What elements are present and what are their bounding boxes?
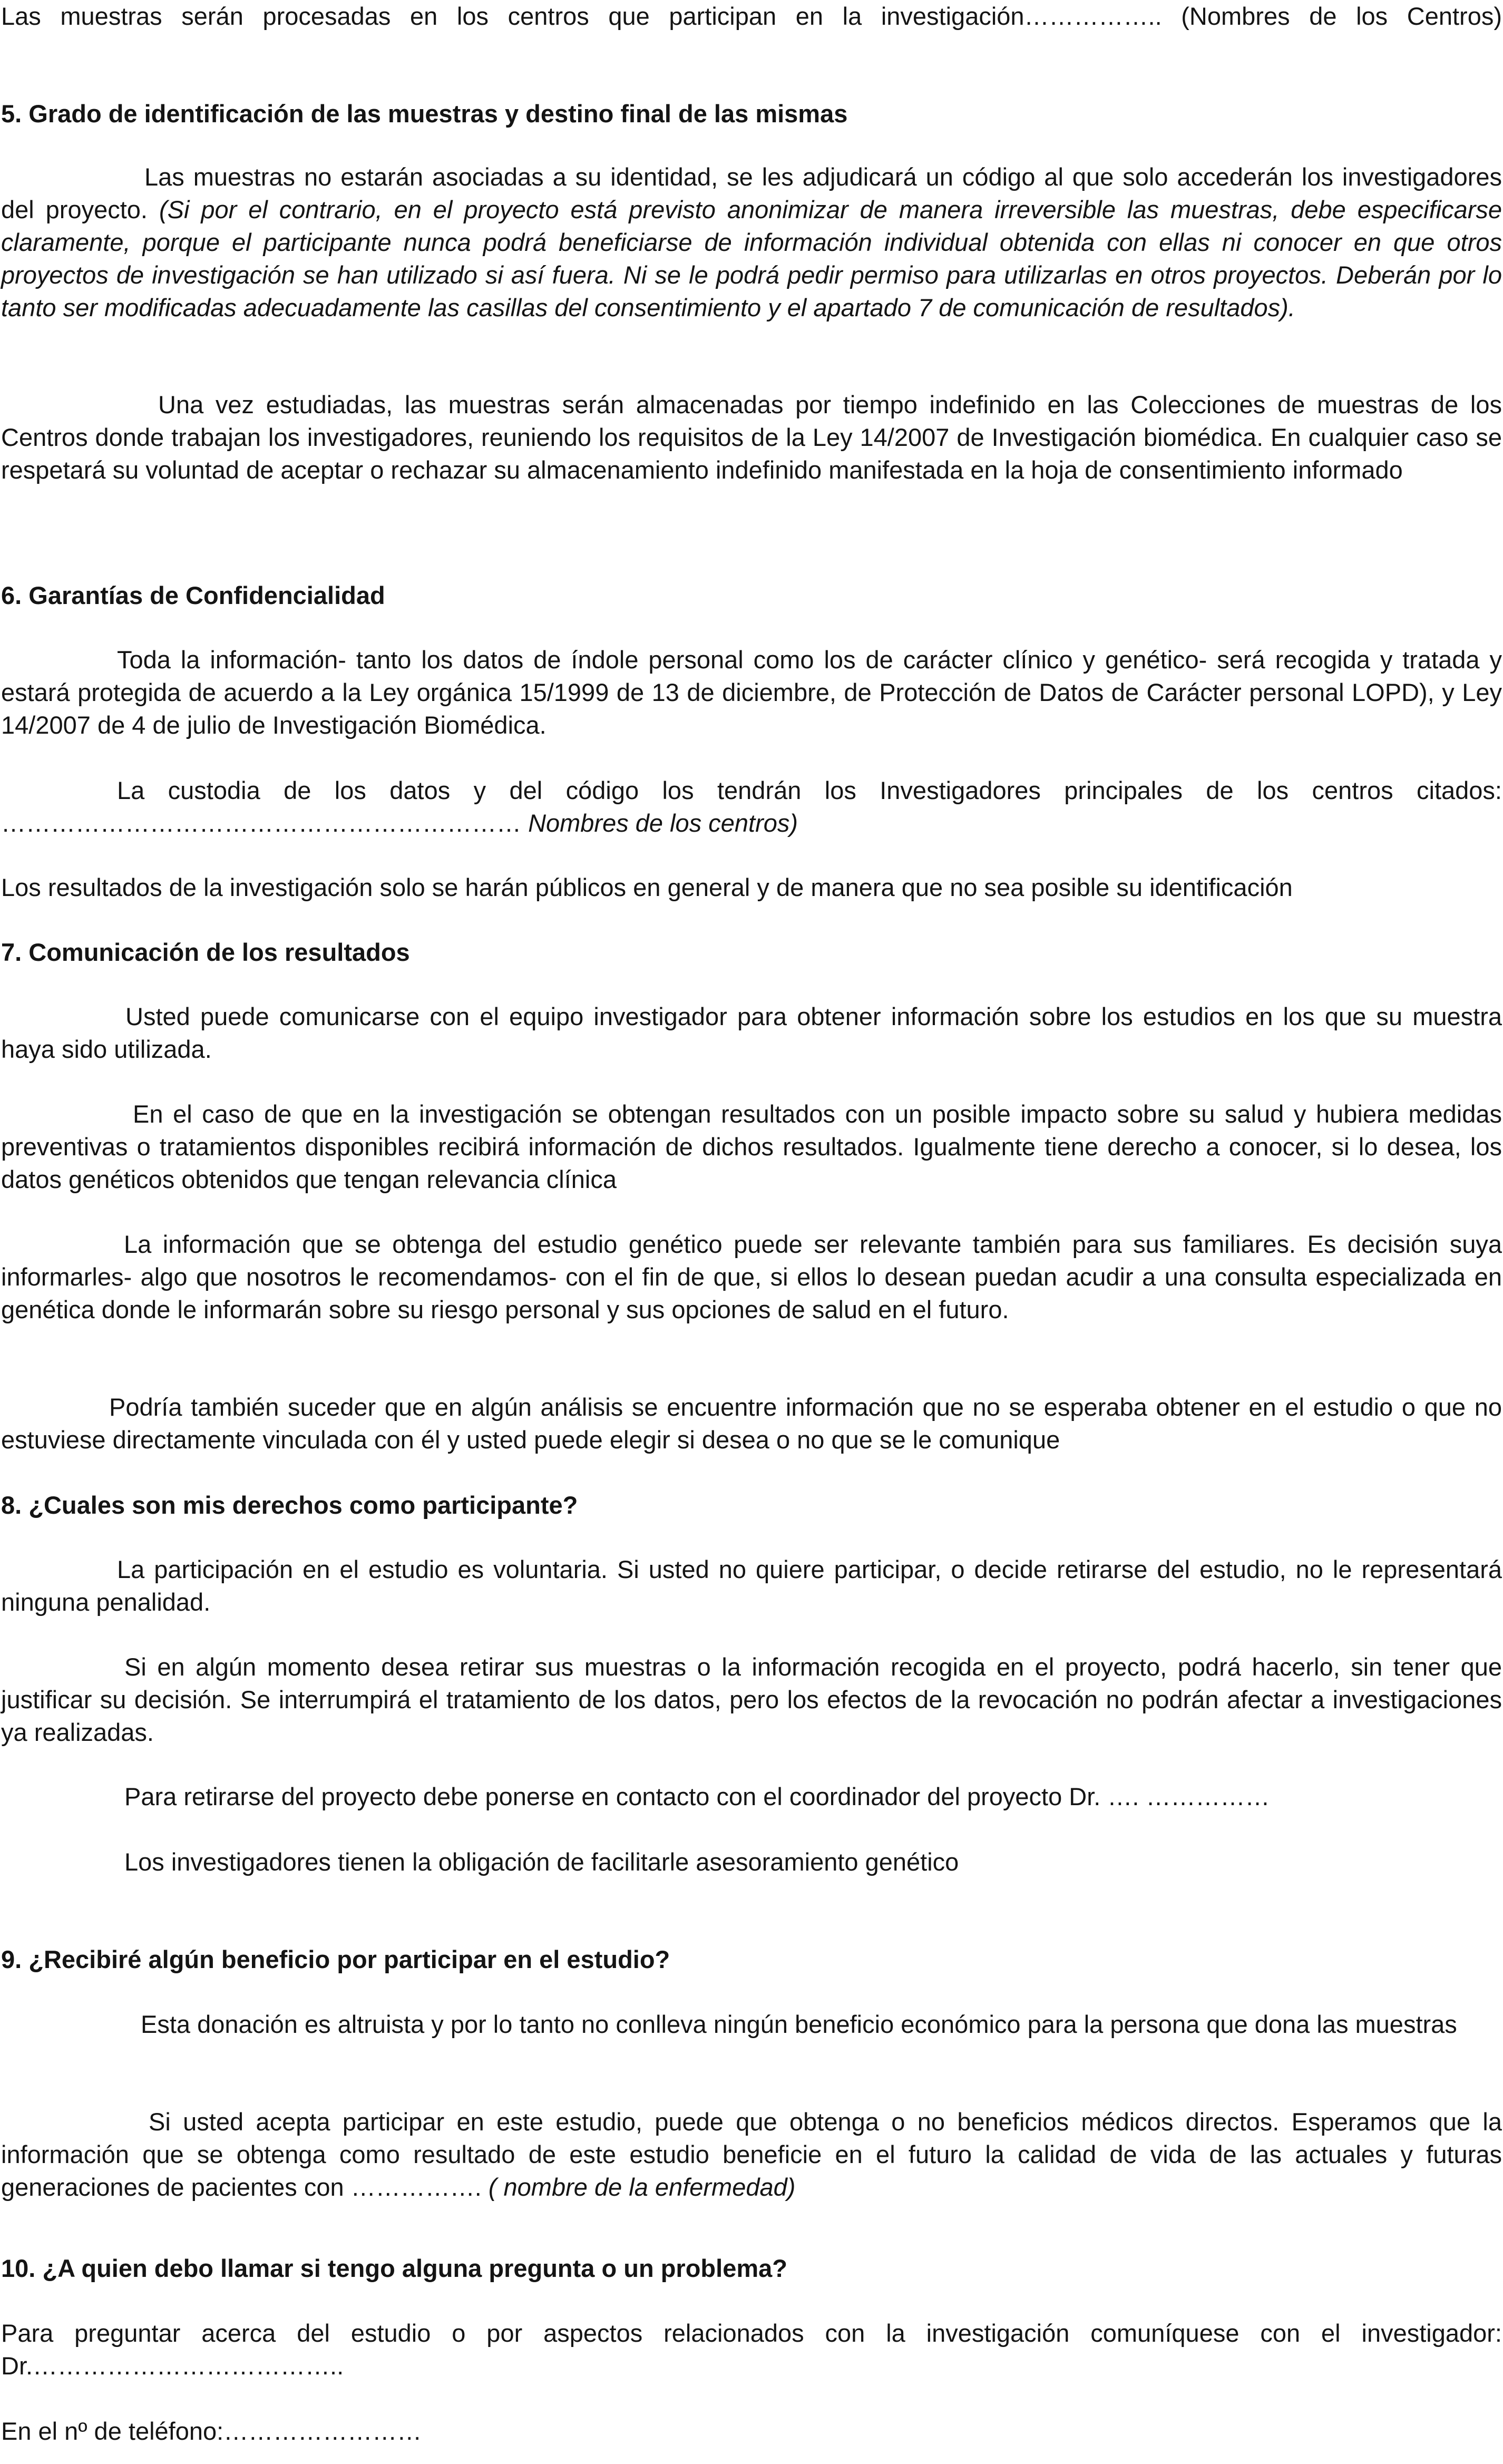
section-10-heading: 10. ¿A quien debo llamar si tengo alguna pregunta o un problema? — [1, 2254, 787, 2282]
section-9-paragraph-1: Esta donación es altruista y por lo tanto no conlleva ningún beneficio económico para la persona que dona las muestras — [141, 2010, 1457, 2038]
section-9-heading: 9. ¿Recibiré algún beneficio por participar en el estudio? — [1, 1945, 670, 1973]
section-8-heading: 8. ¿Cuales son mis derechos como participante? — [1, 1491, 578, 1519]
intro-text: Las muestras serán procesadas en los centros que participan en la investigación…………….. — [1, 2, 1162, 30]
section-10-phone-line: En el nº de teléfono:…………………… — [1, 2417, 422, 2445]
section-5-paragraph-1-text: Las muestras no estarán asociadas a su identidad, se les adjudicará un código al que solo accederán los investigadores del proyecto. — [1, 163, 1502, 223]
section-8-paragraph-4: Los investigadores tienen la obligación de facilitarle asesoramiento genético — [124, 1848, 959, 1876]
intro-line — [1, 0, 1502, 33]
section-7-heading: 7. Comunicación de los resultados — [1, 938, 410, 966]
section-6-centres-dots: ……………………………………………………… — [1, 809, 521, 837]
section-9-paragraph-2 — [1, 2106, 1502, 2204]
section-6-paragraph-2-line-1: La custodia de los datos y del código los tendrán los Investigadores principales de los centros citados: — [117, 776, 1502, 804]
section-7-paragraph-4: Podría también suceder que en algún análisis se encuentre información que no se esperaba obtener en el estudio o que no estuviese directamente vinculada con él y usted puede elegir si desea o no que se le comunique — [1, 1393, 1502, 1454]
section-5-paragraph-1-note: (Si por el contrario, en el proyecto está previsto anonimizar de manera irreversible las muestras, debe especificarse claramente, porque el participante nunca podrá beneficiarse de información individual obtenida con ellas ni conocer en que otros proyectos de investigación se han utilizado si así fuera. Ni se le podrá pedir permiso para utilizarlas en otros proyectos. Deberán por lo tanto ser modificadas adecuadamente las casillas del consentimiento y el apartado 7 de comunicación de resultados). — [1, 196, 1502, 322]
section-8-paragraph-1: La participación en el estudio es voluntaria. Si usted no quiere participar, o decide retirarse del estudio, no le representará ninguna penalidad. — [1, 1555, 1502, 1616]
section-6-paragraph-2-line-2 — [1, 807, 1502, 840]
section-8-paragraph-3: Para retirarse del proyecto debe ponerse en contacto con el coordinador del proyecto Dr. …. …………… — [124, 1783, 1270, 1810]
section-7-paragraph-2: En el caso de que en la investigación se obtengan resultados con un posible impacto sobre su salud y hubiera medidas preventivas o tratamientos disponibles recibirá información de dichos resultados. Igualmente tiene derecho a conocer, si lo desea, los datos genéticos obtenidos que tengan relevancia clínica — [1, 1100, 1502, 1193]
section-8-paragraph-2: Si en algún momento desea retirar sus muestras o la información recogida en el proyecto, podrá hacerlo, sin tener que justificar su decisión. Se interrumpirá el tratamiento de los datos, pero los efectos de la revocación no podrán afectar a investigaciones ya realizadas. — [1, 1653, 1502, 1746]
section-9-disease-placeholder: ( nombre de la enfermedad) — [488, 2173, 796, 2201]
section-5-heading: 5. Grado de identificación de las muestras y destino final de las mismas — [1, 100, 848, 128]
section-7-paragraph-3: La información que se obtenga del estudio genético puede ser relevante también para sus familiares. Es decisión suya informarles- algo que nosotros le recomendamos- con el fin de que, si ellos lo desean puedan acudir a una consulta especializada en genética donde le informarán sobre su riesgo personal y sus opciones de salud en el futuro. — [1, 1230, 1502, 1323]
section-5-paragraph-1 — [1, 161, 1502, 324]
section-5-paragraph-2: Una vez estudiadas, las muestras serán almacenadas por tiempo indefinido en las Colecciones de muestras de los Centros donde trabajan los investigadores, reuniendo los requisitos de la Ley 14/2007 de Investigación biomédica. En cualquier caso se respetará su voluntad de aceptar o rechazar su almacenamiento indefinido manifestada en la hoja de consentimiento informado — [1, 391, 1502, 484]
section-7-paragraph-1: Usted puede comunicarse con el equipo investigador para obtener información sobre los estudios en los que su muestra haya sido utilizada. — [1, 1002, 1502, 1063]
section-10-paragraph-1: Para preguntar acerca del estudio o por aspectos relacionados con la investigación comuníquese con el investigador: Dr.……………………………….. — [1, 2319, 1502, 2380]
section-9-paragraph-2-text: Si usted acepta participar en este estudio, puede que obtenga o no beneficios médicos directos. Esperamos que la información que se obtenga como resultado de este estudio beneficie en el futuro la calidad de vida de las actuales y futuras generaciones de pacientes con ……………. — [1, 2108, 1502, 2201]
section-6-heading: 6. Garantías de Confidencialidad — [1, 581, 385, 609]
section-6-paragraph-1: Toda la información- tanto los datos de índole personal como los de carácter clínico y genético- será recogida y tratada y estará protegida de acuerdo a la Ley orgánica 15/1999 de 13 de diciembre, de Protección de Datos de Carácter personal LOPD), y Ley 14/2007 de 4 de julio de Investigación Biomédica. — [1, 646, 1502, 739]
intro-centres-placeholder: (Nombres de los Centros) — [1181, 2, 1502, 30]
section-6-centres-placeholder: Nombres de los centros) — [528, 809, 798, 837]
section-6-paragraph-3: Los resultados de la investigación solo se harán públicos en general y de manera que no sea posible su identificación — [1, 873, 1293, 901]
